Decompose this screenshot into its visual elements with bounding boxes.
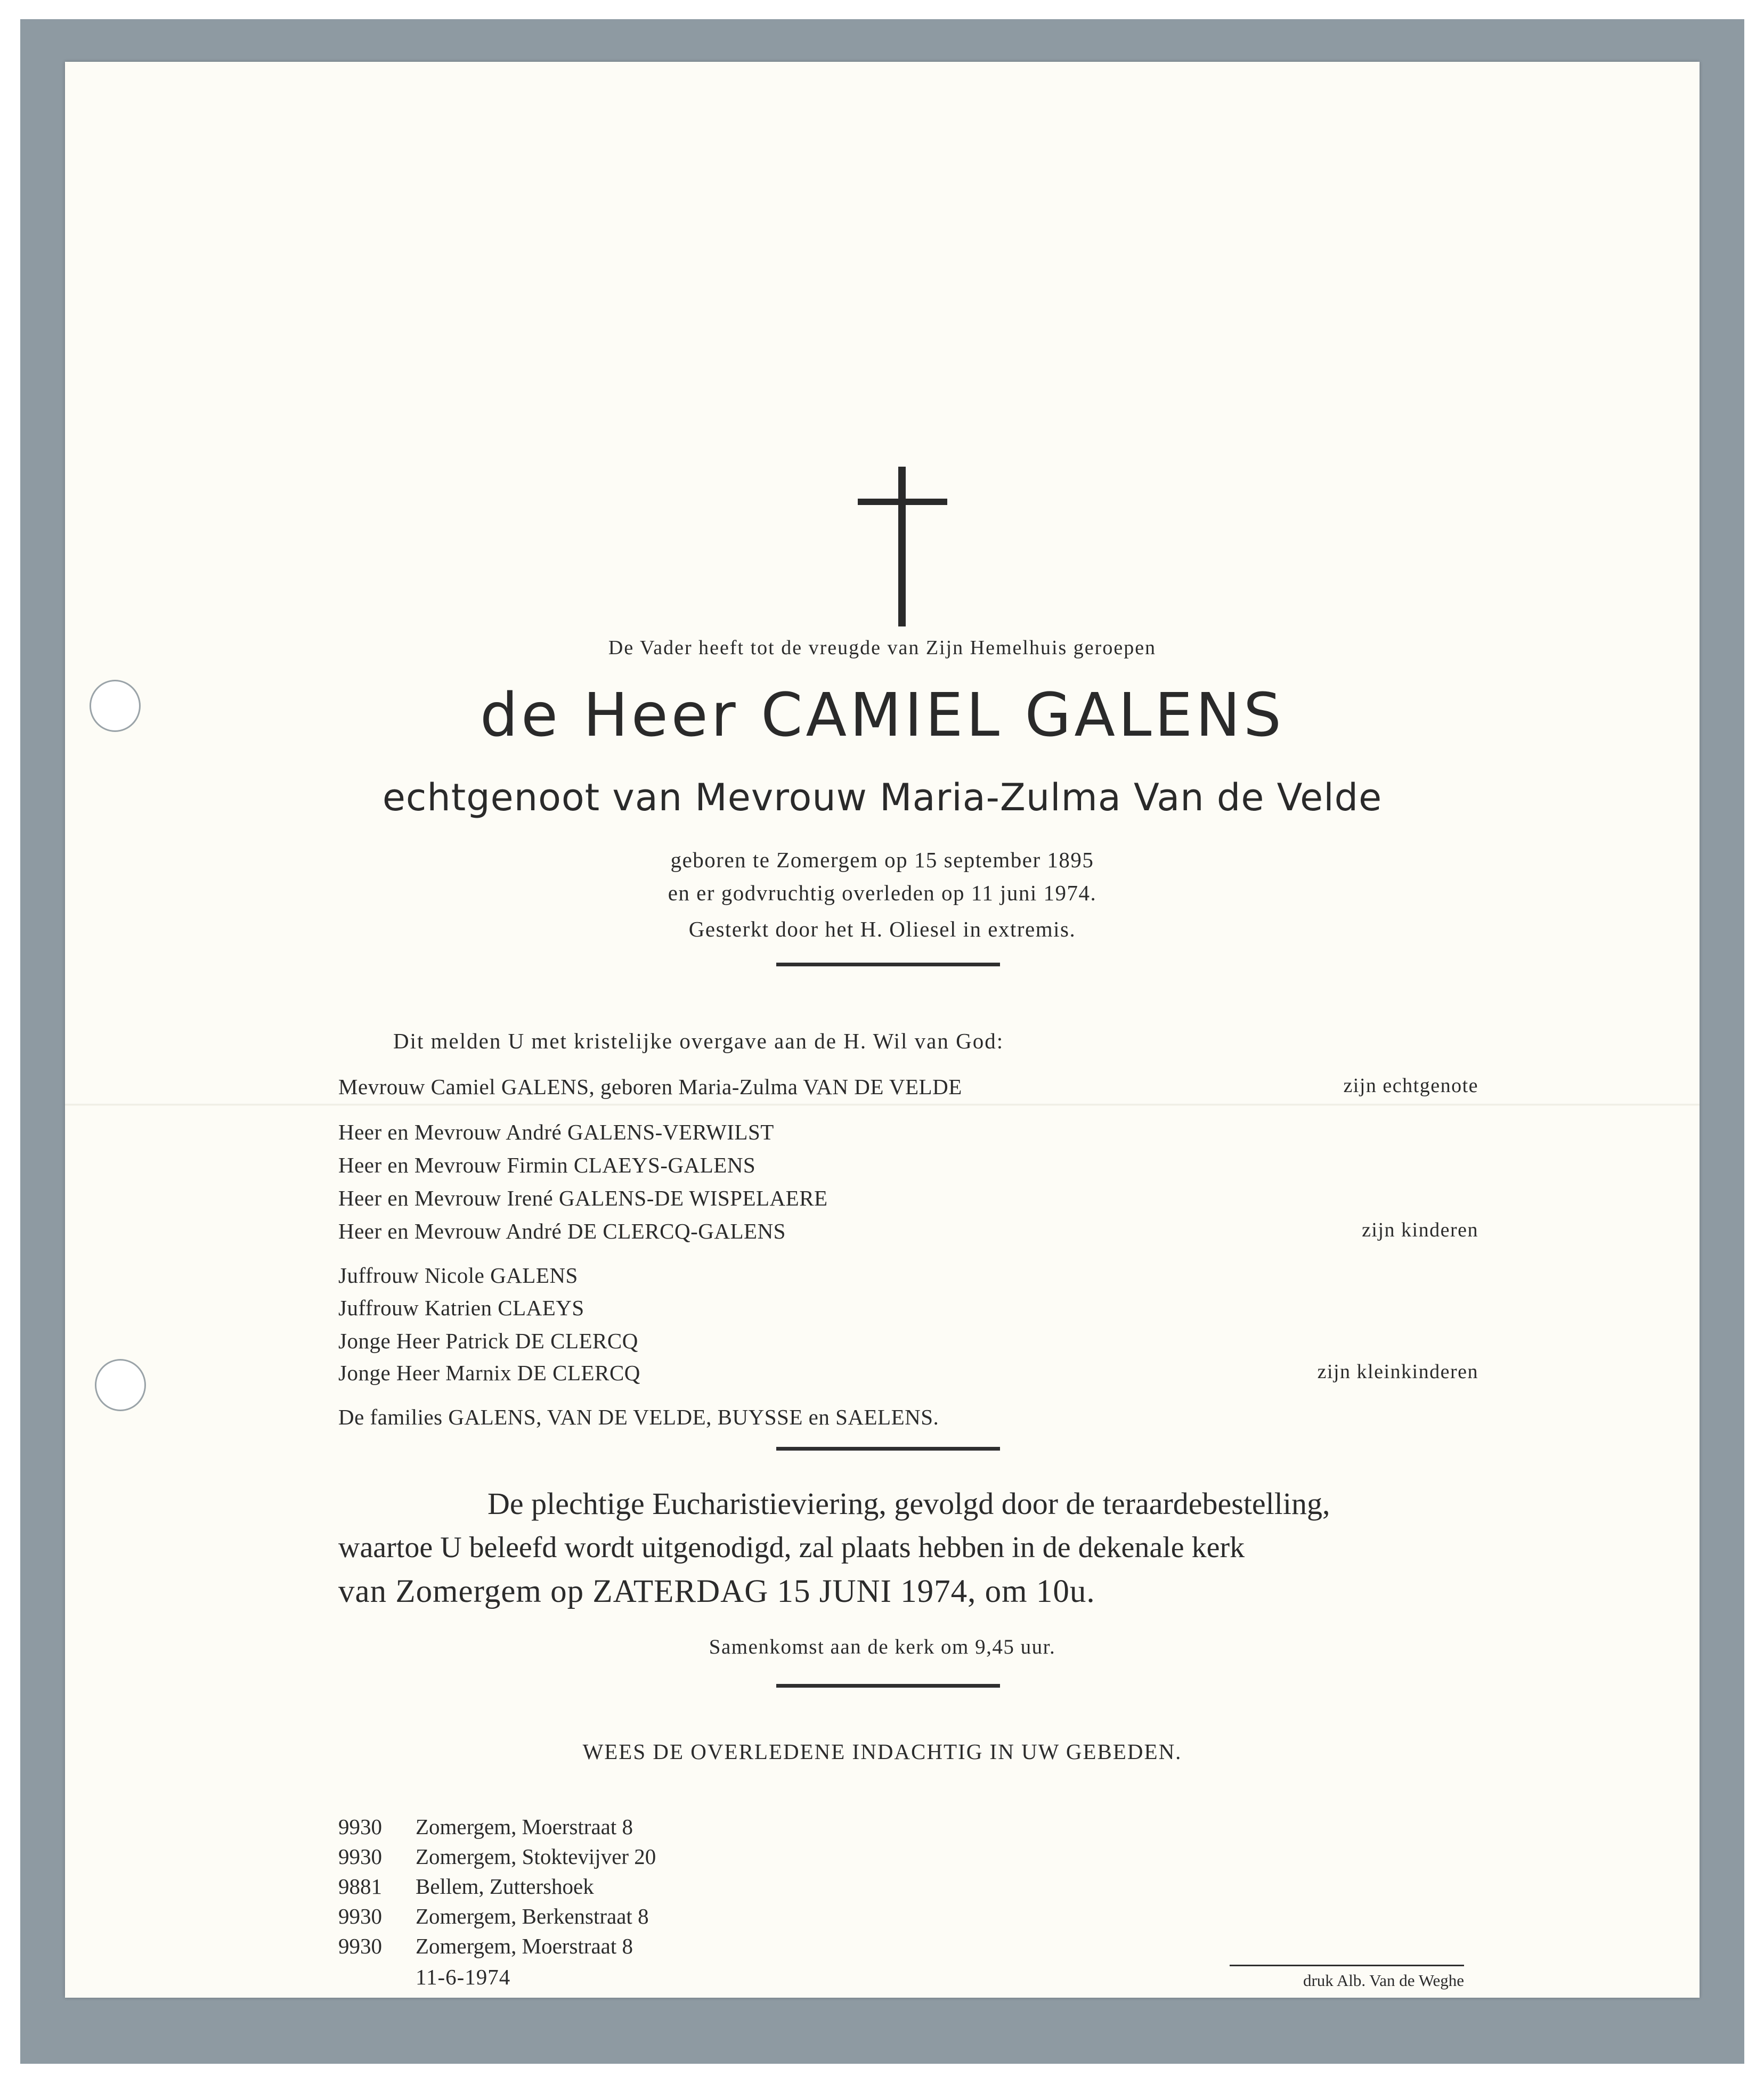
family-member: De families GALENS, VAN DE VELDE, BUYSSE en SAELENS.: [338, 1405, 939, 1429]
postal-code: 9930: [338, 1904, 382, 1928]
card-mount: [20, 19, 1744, 2064]
printer-credit: druk Alb. Van de Weghe: [1303, 1971, 1464, 1990]
spouse-line: echtgenoot van Mevrouw Maria-Zulma Van de Velde: [382, 776, 1383, 819]
prayer-text: WEES DE OVERLEDENE INDACHTIG IN UW GEBEDEN.: [582, 1739, 1182, 1764]
address-place: Zomergem, Moerstraat 8: [416, 1934, 633, 1958]
family-member: Heer en Mevrouw Firmin CLAEYS-GALENS: [338, 1153, 756, 1177]
family-member: Juffrouw Nicole GALENS: [338, 1263, 578, 1288]
postal-code: 9881: [338, 1874, 382, 1899]
intro-text: De Vader heeft tot de vreugde van Zijn Hemelhuis geroepen: [608, 637, 1157, 659]
family-row: [338, 1119, 1478, 1149]
family-member: Heer en Mevrouw André DE CLERCQ-GALENS: [338, 1219, 786, 1243]
fold-crease: [65, 1104, 1700, 1106]
postal-code: 9930: [338, 1844, 382, 1869]
family-member: Juffrouw Katrien CLAEYS: [338, 1296, 584, 1320]
family-relation: zijn kinderen: [1362, 1219, 1478, 1241]
sacrament-line: Gesterkt door het H. Oliesel in extremis.: [688, 917, 1076, 941]
family-member: Heer en Mevrouw Irené GALENS-DE WISPELAERE: [338, 1186, 828, 1210]
address-place: Zomergem, Stoktevijver 20: [416, 1844, 656, 1869]
address-place: Bellem, Zuttershoek: [416, 1874, 594, 1899]
address-place: Zomergem, Berkenstraat 8: [416, 1904, 649, 1928]
family-row: [338, 1074, 1478, 1104]
family-row: [338, 1295, 1478, 1325]
family-row: [338, 1263, 1478, 1292]
notice-date: 11-6-1974: [416, 1965, 511, 1989]
ceremony-line-2: waartoe U beleefd wordt uitgenodigd, zal plaats hebben in de dekenale kerk: [338, 1531, 1245, 1564]
divider: [776, 1447, 1000, 1451]
family-relation: zijn echtgenote: [1343, 1074, 1478, 1097]
family-row: [338, 1328, 1478, 1358]
family-member: Heer en Mevrouw André GALENS-VERWILST: [338, 1120, 774, 1144]
announcement-text: Dit melden U met kristelijke overgave aan de H. Wil van God:: [393, 1029, 1004, 1053]
postal-code: 9930: [338, 1934, 382, 1958]
postal-code: 9930: [338, 1814, 382, 1839]
family-relation: zijn kleinkinderen: [1317, 1361, 1478, 1383]
birth-line: geboren te Zomergem op 15 september 1895: [670, 848, 1094, 872]
death-line: en er godvruchtig overleden op 11 juni 1974.: [668, 881, 1097, 905]
family-member: Jonge Heer Marnix DE CLERCQ: [338, 1361, 640, 1385]
family-member: Jonge Heer Patrick DE CLERCQ: [338, 1329, 638, 1353]
punch-hole: [95, 1359, 146, 1411]
gathering-text: Samenkomst aan de kerk om 9,45 uur.: [709, 1635, 1056, 1658]
cross-icon: [858, 467, 954, 626]
divider: [776, 963, 1000, 966]
funeral-notice-paper: [65, 62, 1700, 1998]
family-row: [338, 1404, 1478, 1434]
address-place: Zomergem, Moerstraat 8: [416, 1814, 633, 1839]
punch-hole: [90, 680, 141, 732]
family-row: [338, 1218, 1478, 1248]
deceased-name: de Heer CAMIEL GALENS: [480, 681, 1285, 750]
family-row: [338, 1360, 1478, 1390]
ceremony-line-1: De plechtige Eucharistieviering, gevolgd door de teraardebestelling,: [487, 1486, 1330, 1521]
ceremony-line-3: van Zomergem op ZATERDAG 15 JUNI 1974, om 10u.: [338, 1574, 1095, 1609]
printer-rule: [1230, 1965, 1464, 1966]
family-row: [338, 1185, 1478, 1215]
family-member: Mevrouw Camiel GALENS, geboren Maria-Zulma VAN DE VELDE: [338, 1074, 962, 1099]
divider: [776, 1684, 1000, 1688]
family-row: [338, 1152, 1478, 1182]
